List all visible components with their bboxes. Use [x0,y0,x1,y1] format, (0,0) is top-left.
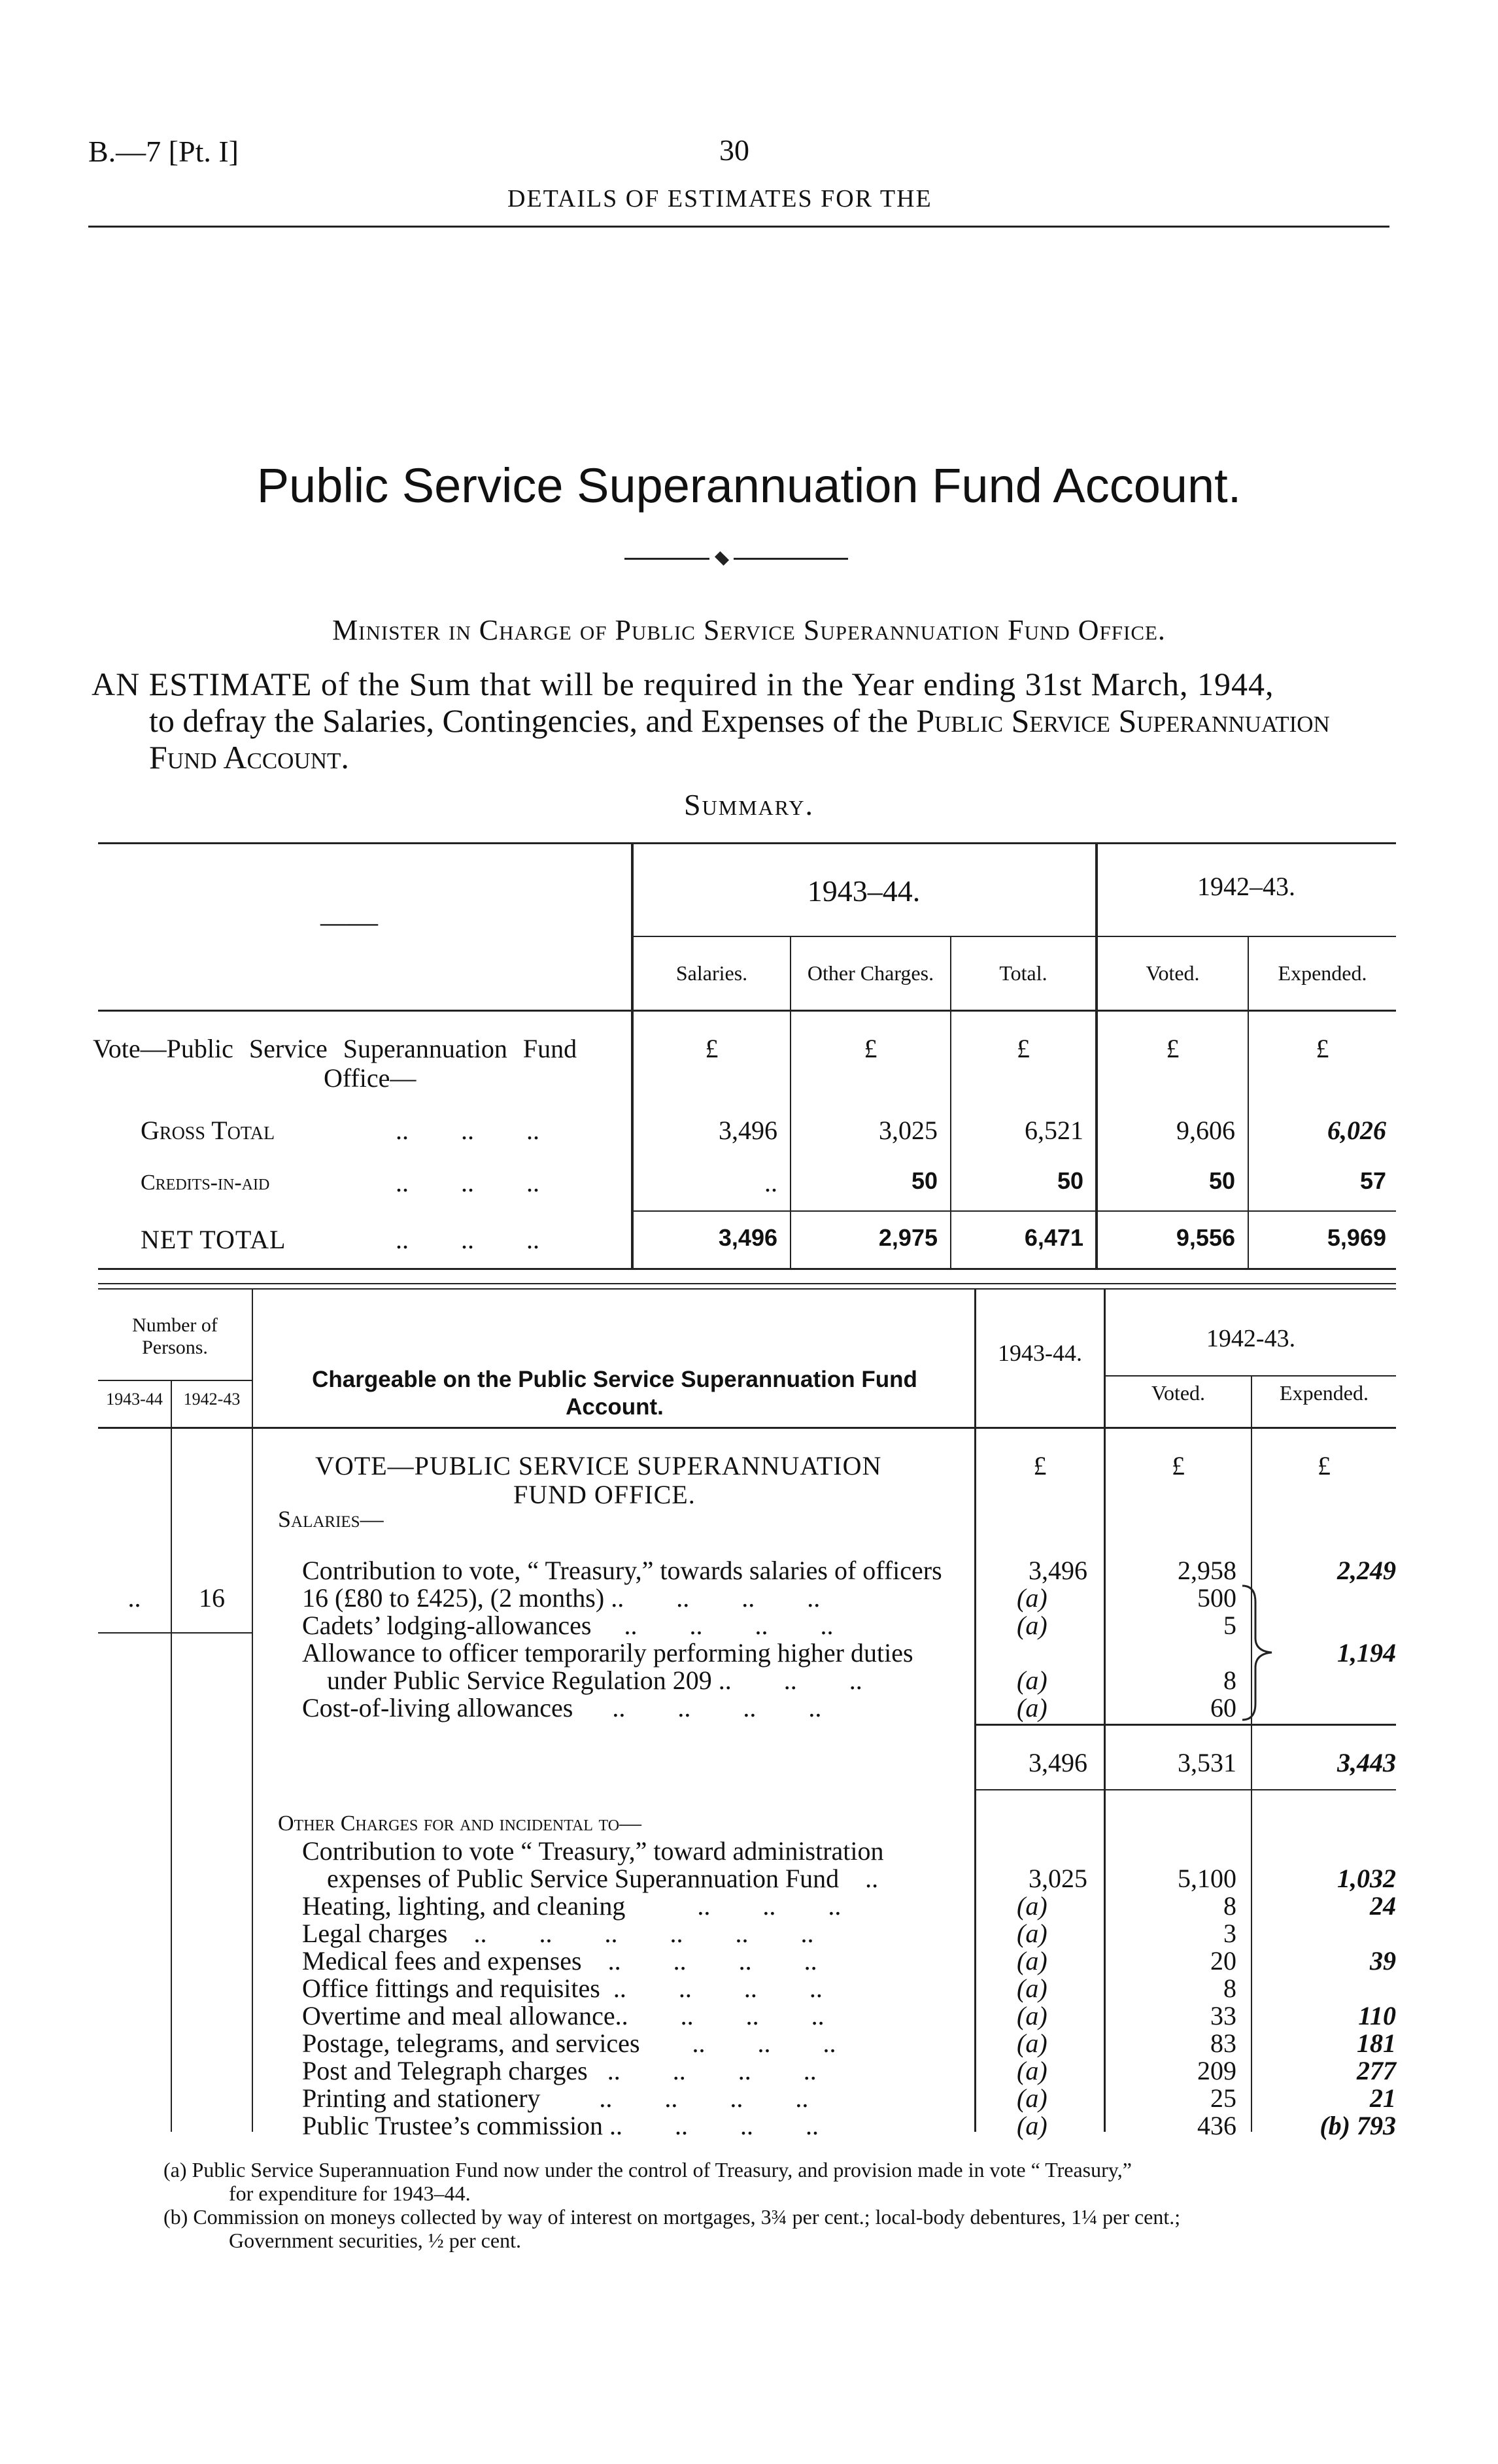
vote-heading-2: FUND OFFICE. [513,1480,696,1509]
other-voted: 33 [1210,2001,1236,2030]
col-1942-43: 1942-43. [1206,1325,1296,1352]
other-item: Post and Telegraph charges .. .. .. .. [302,2056,817,2085]
other-expended: 21 [1370,2083,1396,2113]
other-voted: 5,100 [1178,1864,1236,1893]
col-expended: Expended. [1278,961,1367,985]
other-expended: (b) 793 [1319,2111,1396,2140]
estimate-line-3: Fund Account. [149,739,349,776]
salary-item: Cost-of-living allowances .. .. .. .. [302,1693,822,1722]
detail-vline-current [974,1288,976,2132]
detail-year-rule [1105,1375,1396,1377]
summary-vline-5 [1248,937,1249,1268]
estimate-line-1: AN ESTIMATE of the Sum that will be required in the Year ending 31st March, 1944, [92,666,1274,702]
persons-year-1942: 1942-43 [183,1390,241,1409]
other-current: (a) [1017,1891,1047,1921]
persons-year-1943: 1943-44 [106,1390,163,1409]
credits-total: 50 [1057,1167,1083,1194]
salary-item: Allowance to officer temporarily performing higher duties [302,1638,913,1668]
other-voted: 25 [1210,2083,1236,2113]
other-voted: 8 [1223,1974,1236,2003]
col-1943-44: 1943-44. [998,1340,1082,1366]
detail-currency: £ [1033,1451,1047,1480]
row-dots: .. .. .. [396,1116,539,1145]
footnotes [163,2158,1406,2252]
col-total: Total. [999,961,1047,985]
title-ornament-left [624,558,709,560]
row-net-total-label: NET TOTAL [141,1225,286,1254]
other-item: Public Trustee’s commission .. .. .. .. [302,2111,819,2140]
estimate-line-2a: to defray the Salaries, Contingencies, and Expenses of the [149,702,908,739]
detail-vline-persons-mid [171,1381,172,2132]
col-salaries: Salaries. [675,961,748,985]
other-current: 3,025 [1029,1864,1087,1893]
title-ornament-right [734,558,848,560]
other-current: (a) [1017,1946,1047,1976]
persons-1942: 16 [199,1583,225,1613]
salary-current: (a) [1017,1693,1047,1722]
other-item: Heating, lighting, and cleaning .. .. .. [302,1891,842,1921]
other-item: Legal charges .. .. .. .. .. .. [302,1919,814,1948]
other-current: (a) [1017,2001,1047,2030]
summary-currency: £ [1166,1034,1180,1063]
col-expended-detail: Expended. [1280,1381,1369,1405]
col-voted: Voted. [1146,961,1200,985]
credits-expended: 57 [1359,1167,1386,1194]
other-voted: 436 [1197,2111,1236,2140]
footnote-b-cont: Government securities, ½ per cent. [229,2229,521,2252]
salary-item: 16 (£80 to £425), (2 months) .. .. .. .. [302,1583,821,1613]
other-expended: 277 [1357,2056,1396,2085]
vote-heading: VOTE—PUBLIC SERVICE SUPERANNUATION [315,1451,882,1480]
summary-bottom-rule [98,1268,1396,1270]
summary-heading: Summary. [684,788,814,821]
detail-vline-persons [252,1288,253,2132]
other-voted: 209 [1197,2056,1236,2085]
other-current: (a) [1017,1919,1047,1948]
col-other-charges: Other Charges. [807,961,934,985]
salary-total-rule [976,1724,1396,1726]
other-item: Medical fees and expenses .. .. .. .. [302,1946,817,1976]
estimate-line-2 [92,702,1406,739]
detail-top-rule [98,1283,1396,1284]
salary-voted: 5 [1223,1611,1236,1640]
credits-voted: 50 [1208,1167,1235,1194]
persons-header: Number of Persons. [132,1314,218,1358]
salary-current: (a) [1017,1583,1047,1613]
other-voted: 8 [1223,1891,1236,1921]
other-expended: 24 [1370,1891,1396,1921]
footnote-a-cont: for expenditure for 1943–44. [229,2182,471,2205]
detail-top-rule-2 [98,1288,1396,1290]
other-item: Contribution to vote “ Treasury,” toward administration [302,1836,884,1866]
minister-heading: Minister in Charge of Public Service Superannuation Fund Office. [332,614,1166,646]
summary-vote-label: Vote—Public Service Superannuation Fund [93,1034,577,1063]
salary-voted: 500 [1197,1583,1236,1613]
summary-vline-2 [790,937,791,1268]
summary-currency: £ [1017,1034,1030,1063]
other-voted: 83 [1210,2028,1236,2058]
chargeable-heading-2: Account. [566,1394,664,1420]
other-item: expenses of Public Service Superannuation Fund .. [327,1864,879,1893]
summary-top-rule [98,842,1396,844]
salary-current: 3,496 [1029,1556,1087,1585]
gross-other: 3,025 [879,1116,938,1145]
other-expended: 181 [1357,2028,1396,2058]
header-rule [88,226,1389,228]
gross-salaries: 3,496 [719,1116,777,1145]
salary-item: Contribution to vote, “ Treasury,” towards salaries of officers [302,1556,942,1585]
gross-total: 6,521 [1025,1116,1083,1145]
other-expended: 110 [1358,2001,1396,2030]
estimate-paragraph [92,666,1406,776]
salary-voted: 60 [1210,1693,1236,1722]
detail-currency: £ [1318,1451,1331,1480]
row-gross-total-label: Gross Total [141,1116,275,1145]
running-header: DETAILS OF ESTIMATES FOR THE [507,185,932,213]
summary-colhead-rule [98,1010,1396,1012]
other-voted: 20 [1210,1946,1236,1976]
other-item: Overtime and meal allowance.. .. .. .. [302,2001,825,2030]
summary-year-current: 1943–44. [807,874,921,908]
summary-net-rule [632,1210,1396,1212]
salary-total-voted: 3,531 [1178,1748,1236,1777]
summary-year-rule-2 [1097,936,1396,937]
net-other: 2,975 [878,1224,938,1251]
brace-icon [1239,1583,1285,1723]
net-total: 6,471 [1024,1224,1083,1251]
other-current: (a) [1017,2083,1047,2113]
summary-vote-label-2: Office— [324,1063,417,1093]
summary-currency: £ [705,1034,719,1063]
page-title: Public Service Superannuation Fund Account. [256,458,1242,513]
estimate-line-2b: Public Service Superannuation [916,702,1330,739]
chargeable-heading: Chargeable on the Public Service Superannuation Fund [312,1367,917,1392]
summary-year-prev: 1942–43. [1197,872,1295,901]
salary-total-current: 3,496 [1029,1748,1087,1777]
col-voted-detail: Voted. [1151,1381,1206,1405]
other-current: (a) [1017,2028,1047,2058]
salary-current: (a) [1017,1666,1047,1695]
row-dots: .. .. .. [396,1225,539,1254]
detail-head-rule [98,1427,1396,1429]
salary-expended: 2,249 [1337,1556,1396,1585]
summary-currency: £ [1316,1034,1329,1063]
detail-currency: £ [1172,1451,1185,1480]
detail-persons-rule [98,1380,252,1381]
page-number: 30 [719,133,749,167]
summary-currency: £ [864,1034,877,1063]
salary-total-bottom-rule [976,1789,1396,1790]
net-salaries: 3,496 [718,1224,777,1251]
salary-item: under Public Service Regulation 209 .. .. .. [327,1666,862,1695]
salary-current: (a) [1017,1611,1047,1640]
other-current: (a) [1017,2111,1047,2140]
other-item: Office fittings and requisites .. .. .. .. [302,1974,823,2003]
footnote-b: (b) Commission on moneys collected by way of interest on mortgages, 3¾ per cent.; local-body debentures, 1¼ per cent.; [163,2205,1181,2229]
title-ornament-diamond [715,551,729,566]
persons-subtotal-rule [98,1632,252,1634]
other-expended: 1,032 [1337,1864,1396,1893]
other-charges-heading: Other Charges for and incidental to— [278,1811,642,1836]
gross-expended: 6,026 [1327,1116,1386,1145]
other-item: Printing and stationery .. .. .. .. [302,2083,809,2113]
salary-item: Cadets’ lodging-allowances .. .. .. .. [302,1611,834,1640]
row-dots: .. .. .. [396,1168,539,1197]
credits-salaries: .. [764,1168,777,1197]
other-item: Postage, telegrams, and services .. .. .. [302,2028,836,2058]
credits-other: 50 [911,1167,938,1194]
gross-voted: 9,606 [1176,1116,1235,1145]
other-voted: 3 [1223,1919,1236,1948]
document-reference: B.—7 [Pt. I] [88,135,239,168]
salary-total-expended: 3,443 [1337,1748,1396,1777]
footnote-a: (a) Public Service Superannuation Fund now under the control of Treasury, and provision made in vote “ Treasury,” [163,2158,1132,2182]
summary-year-rule-1 [632,936,1097,937]
net-voted: 9,556 [1176,1224,1235,1251]
other-expended: 39 [1370,1946,1396,1976]
other-current: (a) [1017,2056,1047,2085]
row-credits-label: Credits-in-aid [141,1171,270,1195]
other-current: (a) [1017,1974,1047,2003]
persons-1943: .. [128,1583,141,1613]
salaries-heading: Salaries— [278,1506,384,1532]
salary-expended: 1,194 [1337,1638,1396,1668]
summary-dash: —— [320,906,378,938]
summary-vline-3 [950,937,951,1268]
net-expended: 5,969 [1327,1224,1386,1251]
salary-voted: 8 [1223,1666,1236,1695]
salary-voted: 2,958 [1178,1556,1236,1585]
